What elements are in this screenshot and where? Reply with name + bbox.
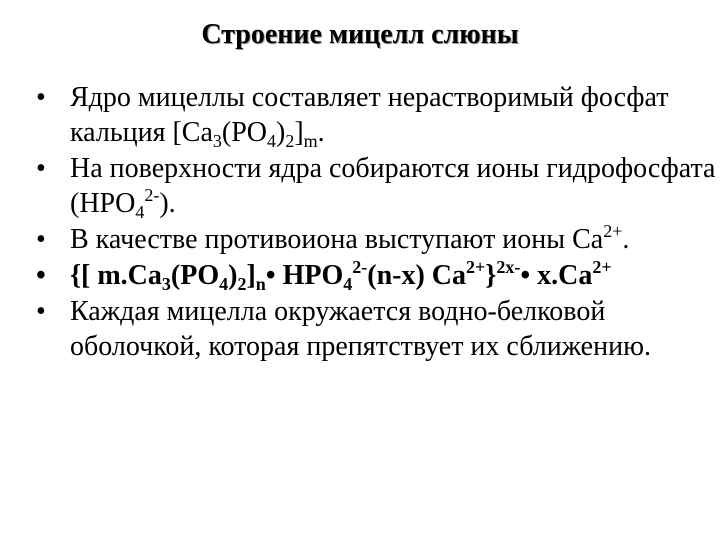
text-run: . (622, 224, 630, 255)
text-run: (PO (170, 260, 220, 291)
subscript: 3 (161, 274, 171, 294)
bullet-list (36, 80, 716, 365)
text-run: ) (228, 260, 238, 291)
bullet-icon: • (36, 260, 46, 291)
text-run: ). (159, 188, 176, 219)
bullet-item (36, 80, 716, 150)
superscript: 2+ (592, 257, 612, 277)
text-run: } (485, 260, 497, 291)
bullet-text (70, 296, 651, 362)
subscript: 3 (212, 131, 222, 151)
bullet-item (36, 294, 716, 364)
bullet-icon: • (36, 153, 46, 184)
subscript: 4 (135, 202, 145, 222)
text-run: На поверхности ядра собираются ионы гидрофосфата (HPO (70, 153, 716, 219)
text-run: • x.Ca (520, 260, 593, 291)
subscript: 4 (343, 274, 353, 294)
slide-title: Строение мицелл слюны (201, 19, 519, 50)
bullet-icon: • (36, 296, 46, 327)
bullet-item (36, 222, 716, 257)
bullet-item (36, 151, 716, 221)
text-run: ) (276, 117, 286, 148)
bullet-text (70, 221, 630, 255)
text-run: Каждая мицелла окружается водно-белковой оболочкой, которая препятствует их сближению. (70, 296, 651, 362)
text-run: В качестве противоиона выступают ионы Ca (70, 224, 604, 255)
bullet-text (70, 257, 612, 294)
bullet-text (70, 153, 716, 222)
text-run: • HPO (265, 260, 344, 291)
bullet-icon: • (36, 224, 46, 255)
superscript: 2- (352, 257, 368, 277)
superscript: 2- (144, 185, 160, 205)
subscript: 2 (285, 131, 295, 151)
bullet-icon: • (36, 82, 46, 113)
text-run: ] (246, 260, 256, 291)
subscript: 4 (267, 131, 276, 151)
superscript: 2x- (496, 257, 521, 277)
bullet-item (36, 258, 716, 293)
text-run: . (317, 117, 325, 148)
text-run: {[ m.Ca (70, 260, 162, 291)
subscript: 2 (237, 274, 247, 294)
text-run: Ядро мицеллы составляет нерастворимый фосфат кальция [Ca (70, 82, 669, 148)
superscript: 2+ (466, 257, 486, 277)
bullet-text (70, 82, 669, 151)
text-run: ] (294, 117, 304, 148)
text-run: (PO (221, 117, 267, 148)
text-run: (n-x) Ca (367, 260, 467, 291)
subscript: n (255, 274, 266, 294)
subscript: 4 (219, 274, 229, 294)
superscript: 2+ (603, 221, 623, 241)
subscript: m (303, 131, 318, 151)
